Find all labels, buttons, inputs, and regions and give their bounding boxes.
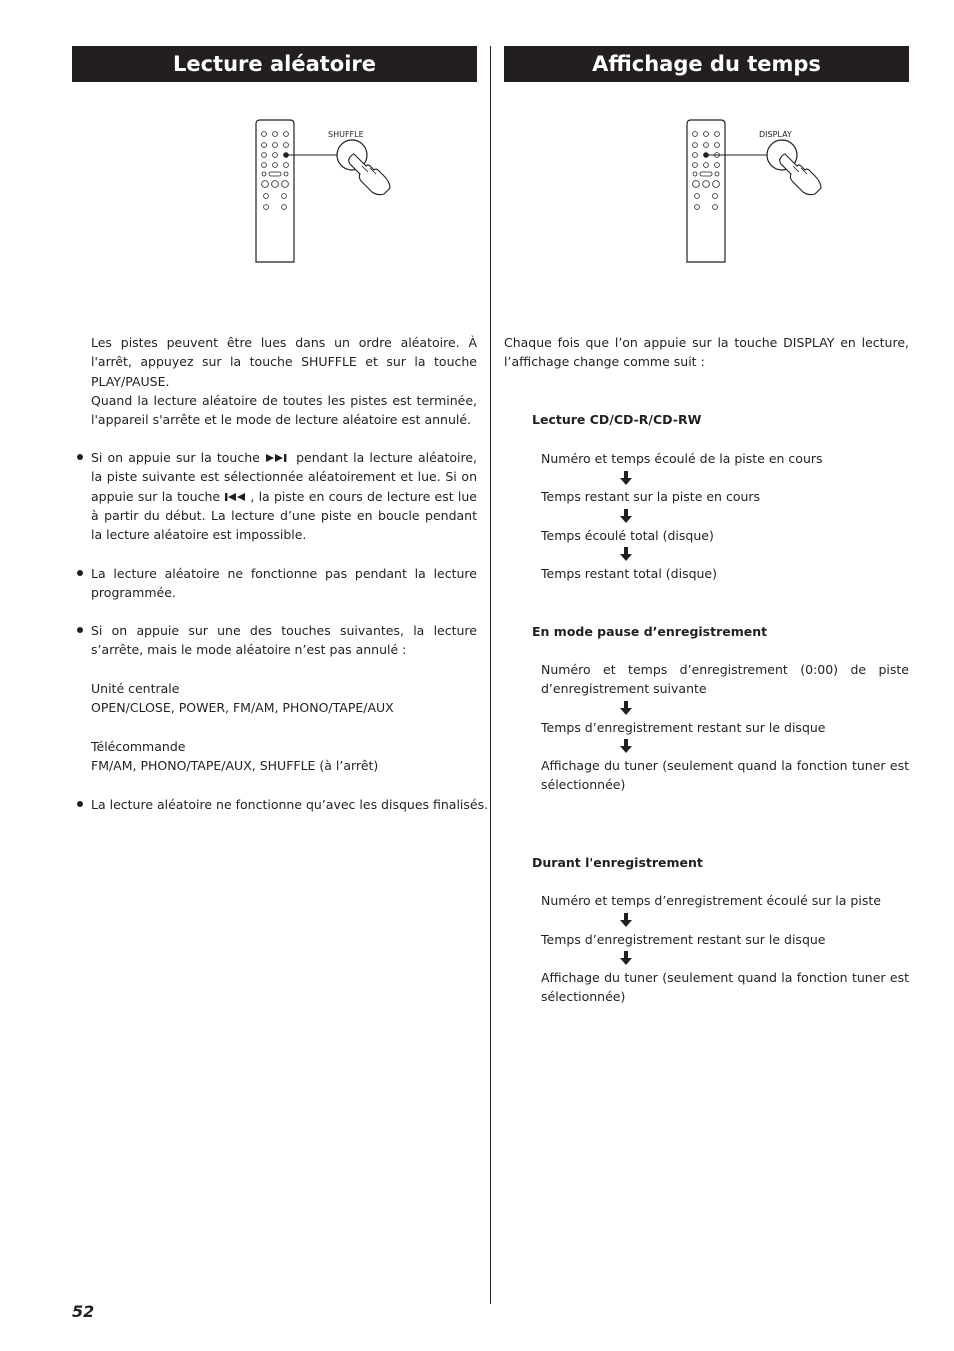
shuffle-bullet-program: La lecture aléatoire ne fonctionne pas pendant la lecture programmée. <box>91 566 477 601</box>
shuffle-intro-2: Quand la lecture aléatoire de toutes les pistes est terminée, l'appareil s'arrête et le mode de lecture aléatoire est annulé. <box>91 393 477 428</box>
display-intro: Chaque fois que l’on appuie sur la touche DISPLAY en lecture, l’affichage change comme suit : <box>504 335 909 370</box>
bullet-1 <box>77 454 83 460</box>
down-arrow-icon <box>620 471 632 485</box>
bullet-3 <box>77 627 83 633</box>
rec-pause-step-1: Numéro et temps d’enregistrement (0:00) de piste d’enregistrement suivante <box>541 662 909 697</box>
skip-text-b: pendant la lecture aléatoire, la piste suivante est sélectionnée aléatoirement et lue. Si on appuie sur la touche <box>91 450 477 504</box>
rec-pause-step-3: Affichage du tuner (seulement quand la fonction tuner est sélectionnée) <box>541 758 909 793</box>
bullet-4 <box>77 801 83 807</box>
down-arrow-icon <box>620 547 632 561</box>
shuffle-bullet-skip <box>91 448 477 544</box>
skip-forward-icon <box>265 453 291 463</box>
display-label: DISPLAY <box>759 130 792 139</box>
title-affichage-du-temps: Affichage du temps <box>504 46 909 82</box>
column-divider <box>490 46 491 1304</box>
cd-step-3: Temps écoulé total (disque) <box>541 528 714 543</box>
shuffle-label: SHUFFLE <box>328 130 364 139</box>
recording-step-2: Temps d’enregistrement restant sur le disque <box>541 932 826 947</box>
main-unit-label: Unité centrale <box>91 681 180 696</box>
down-arrow-icon <box>620 701 632 715</box>
skip-text-c: , la piste en cours de lecture est lue à partir du début. La lecture d’une piste en boucle pendant la lecture aléatoire est impossible. <box>91 488 477 543</box>
cd-step-1: Numéro et temps écoulé de la piste en cours <box>541 451 823 466</box>
section-heading-cd: Lecture CD/CD-R/CD-RW <box>532 412 702 427</box>
skip-back-icon <box>224 492 250 502</box>
recording-step-3: Affichage du tuner (seulement quand la fonction tuner est sélectionnée) <box>541 970 909 1005</box>
remote-control-label: Télécommande <box>91 739 186 754</box>
shuffle-bullet-finalized: La lecture aléatoire ne fonctionne qu’avec les disques finalisés. <box>91 797 489 812</box>
down-arrow-icon <box>620 913 632 927</box>
shuffle-bullet-keys: Si on appuie sur une des touches suivantes, la lecture s’arrête, mais le mode aléatoire n’est pas annulé : <box>91 623 477 658</box>
main-unit-keys: OPEN/CLOSE, POWER, FM/AM, PHONO/TAPE/AUX <box>91 700 394 715</box>
remote-display-illustration <box>681 118 841 268</box>
rec-pause-step-2: Temps d’enregistrement restant sur le disque <box>541 720 826 735</box>
shuffle-intro-1: Les pistes peuvent être lues dans un ordre aléatoire. À l'arrêt, appuyez sur la touche SHUFFLE et sur la touche PLAY/PAUSE. <box>91 335 477 389</box>
remote-shuffle-illustration <box>250 118 410 268</box>
page-number: 52 <box>72 1302 95 1321</box>
down-arrow-icon <box>620 509 632 523</box>
skip-text-a: Si on appuie sur la touche <box>91 450 260 465</box>
down-arrow-icon <box>620 739 632 753</box>
recording-step-1: Numéro et temps d’enregistrement écoulé sur la piste <box>541 893 881 908</box>
cd-step-4: Temps restant total (disque) <box>541 566 718 581</box>
remote-control-keys: FM/AM, PHONO/TAPE/AUX, SHUFFLE (à l’arrêt) <box>91 758 379 773</box>
bullet-2 <box>77 570 83 576</box>
section-heading-recording: Durant l'enregistrement <box>532 855 703 870</box>
section-heading-rec-pause: En mode pause d’enregistrement <box>532 624 768 639</box>
title-lecture-aleatoire: Lecture aléatoire <box>72 46 477 82</box>
down-arrow-icon <box>620 951 632 965</box>
cd-step-2: Temps restant sur la piste en cours <box>541 489 761 504</box>
